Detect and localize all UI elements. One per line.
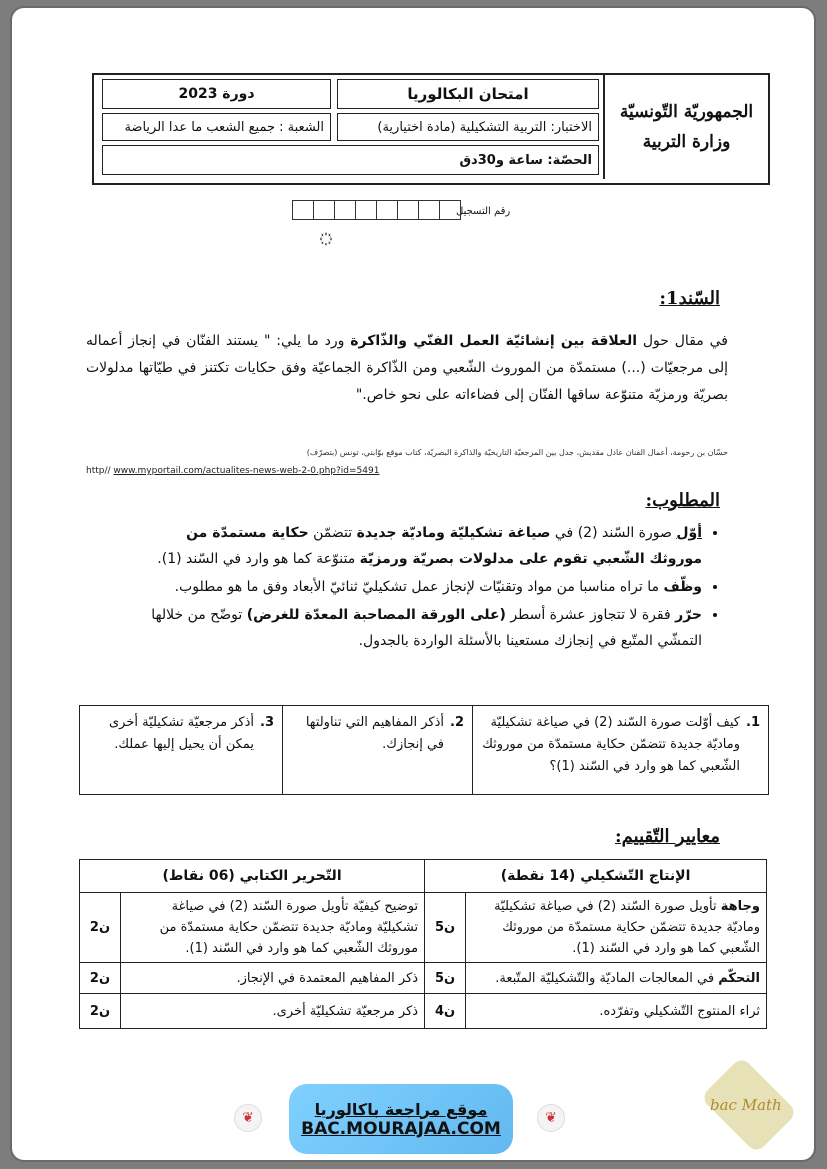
- writing-criterion: ذكر مرجعيّة تشكيليّة أخرى.: [121, 994, 425, 1029]
- required-item-interpret: • أوّل صورة السّند (2) في صياغة تشكيليّة وماديّة جديدة تتضمّن حكاية مستمدّة من موروثك الشّعبي تقوم على مدلولات بصريّة ورمزيّة متنوّعة كما هو وارد في السّند (1).: [144, 520, 702, 572]
- site-banner[interactable]: [289, 1084, 513, 1154]
- required-item-write: • حرّر فقرة لا تتجاوز عشرة أسطر (على الورقة المصاحبة المعدّة للغرض) توضّح من خلالها التمشّي المتّبع في إنجازك مستعينا بالأسئلة الواردة بالجدول.: [144, 602, 702, 654]
- production-criterion: ثراء المنتوج التّشكيلي وتفرّده.: [466, 994, 767, 1029]
- doc1-source: حسّان بن رحومة، أعمال الفنان عادل مقديش، جدل بين المرجعيّة التاريخيّة والذاكرة البصريّة، كتاب موقع بوّابتي، تونس (بتصرّف): [306, 448, 728, 457]
- table-row: [80, 963, 767, 994]
- writing-criterion: توضيح كيفيّة تأويل صورة السّند (2) في صياغة تشكيليّة وماديّة جديدة تتضمّن حكاية مستمدّة من موروثك الشّعبي كما هو وارد في السّند (1).: [121, 893, 425, 963]
- header-republic-block: [603, 75, 768, 179]
- required-list: [144, 520, 720, 656]
- doc1-link[interactable]: http// www.myportail.com/actualites-news-web-2-0.php?id=5491: [86, 466, 380, 476]
- duration-label: الحصّة: ساعة و30دق: [102, 145, 599, 175]
- writing-points: 2ن: [80, 963, 121, 994]
- questions-table: [79, 705, 769, 795]
- table-row: [80, 994, 767, 1029]
- site-name-arabic: موقع مراجعة باكالوريا: [314, 1099, 488, 1119]
- registration-number-field[interactable]: [292, 200, 461, 220]
- exam-header: [92, 73, 770, 185]
- writing-points: 2ن: [80, 994, 121, 1029]
- exam-page: [12, 8, 814, 1160]
- site-logo-icon: ❦: [234, 1104, 262, 1132]
- evaluation-table: [79, 859, 767, 1029]
- question-3: 3. أذكر مرجعيّة تشكيليّة أخرى يمكن أن يحيل إليها عملك.: [108, 715, 274, 752]
- required-title: المطلوب:: [645, 490, 720, 511]
- production-criterion: وجاهة تأويل صورة السّند (2) في صياغة تشكيليّة وماديّة جديدة تتضمّن حكاية مستمدّة من موروثك الشّعبي كما هو وارد في السّند (1).: [466, 893, 767, 963]
- doc1-title: السّند1:: [659, 288, 720, 309]
- site-url: BAC.MOURAJAA.COM: [301, 1118, 501, 1139]
- production-points: 5ن: [425, 963, 466, 994]
- writing-criterion: ذكر المفاهيم المعتمدة في الإنجاز.: [121, 963, 425, 994]
- doc1-paragraph: في مقال حول العلاقة بين إنشائيّة العمل الفنّي والذّاكرة ورد ما يلي: " يستند الفنّان في إنجاز أعماله إلى مرجعيّات (...) مستمدّة من الموروث الشّعبي ومن الذّاكرة الجماعيّة وفق حكايات تكتنز في طيّاتها مدلولات بصريّة ورمزيّة متنوّعة ساقها الفنّان إلى فضاءاته على نحو خاص.": [86, 333, 728, 403]
- table-row: [80, 893, 767, 963]
- production-criterion: التحكّم في المعالجات الماديّة والتّشكيليّة المتّبعة.: [466, 963, 767, 994]
- exam-title: امتحان البكالوريا: [337, 79, 599, 109]
- production-header: الإنتاج التّشكيلي (14 نقطة): [425, 860, 767, 893]
- site-logo-icon: ❦: [537, 1104, 565, 1132]
- registration-label: رقم التسجيل: [456, 206, 511, 217]
- republic-label: الجمهوريّة التّونسيّة: [619, 102, 754, 122]
- required-item-materials: • وظّف ما تراه مناسبا من مواد وتقنيّات لإنجاز عمل تشكيليّ ثنائيّ الأبعاد وفق ما هو مطلوب.: [144, 574, 702, 600]
- session-label: دورة 2023: [102, 79, 331, 109]
- question-1: 1. كيف أوّلت صورة السّند (2) في صياغة تشكيليّة وماديّة جديدة تتضمّن حكاية مستمدّة من موروثك الشّعبي كما هو وارد في السّند (1)؟: [472, 706, 768, 794]
- production-points: 4ن: [425, 994, 466, 1029]
- evaluation-title: معايير التّقييم:: [615, 826, 720, 847]
- section-label: الشعبة : جميع الشعب ما عدا الرياضة: [102, 113, 331, 141]
- subject-label: الاختبار: التربية التشكيلية (مادة اختيارية): [337, 113, 599, 141]
- production-points: 5ن: [425, 893, 466, 963]
- writing-header: التّحرير الكتابي (06 نقاط): [80, 860, 425, 893]
- question-2: 2. أذكر المفاهيم التي تناولتها في إنجازك.: [282, 706, 472, 794]
- bacmath-logo-text: bac Math: [710, 1096, 782, 1114]
- ministry-label: وزارة التربية: [642, 132, 731, 152]
- writing-points: 2ن: [80, 893, 121, 963]
